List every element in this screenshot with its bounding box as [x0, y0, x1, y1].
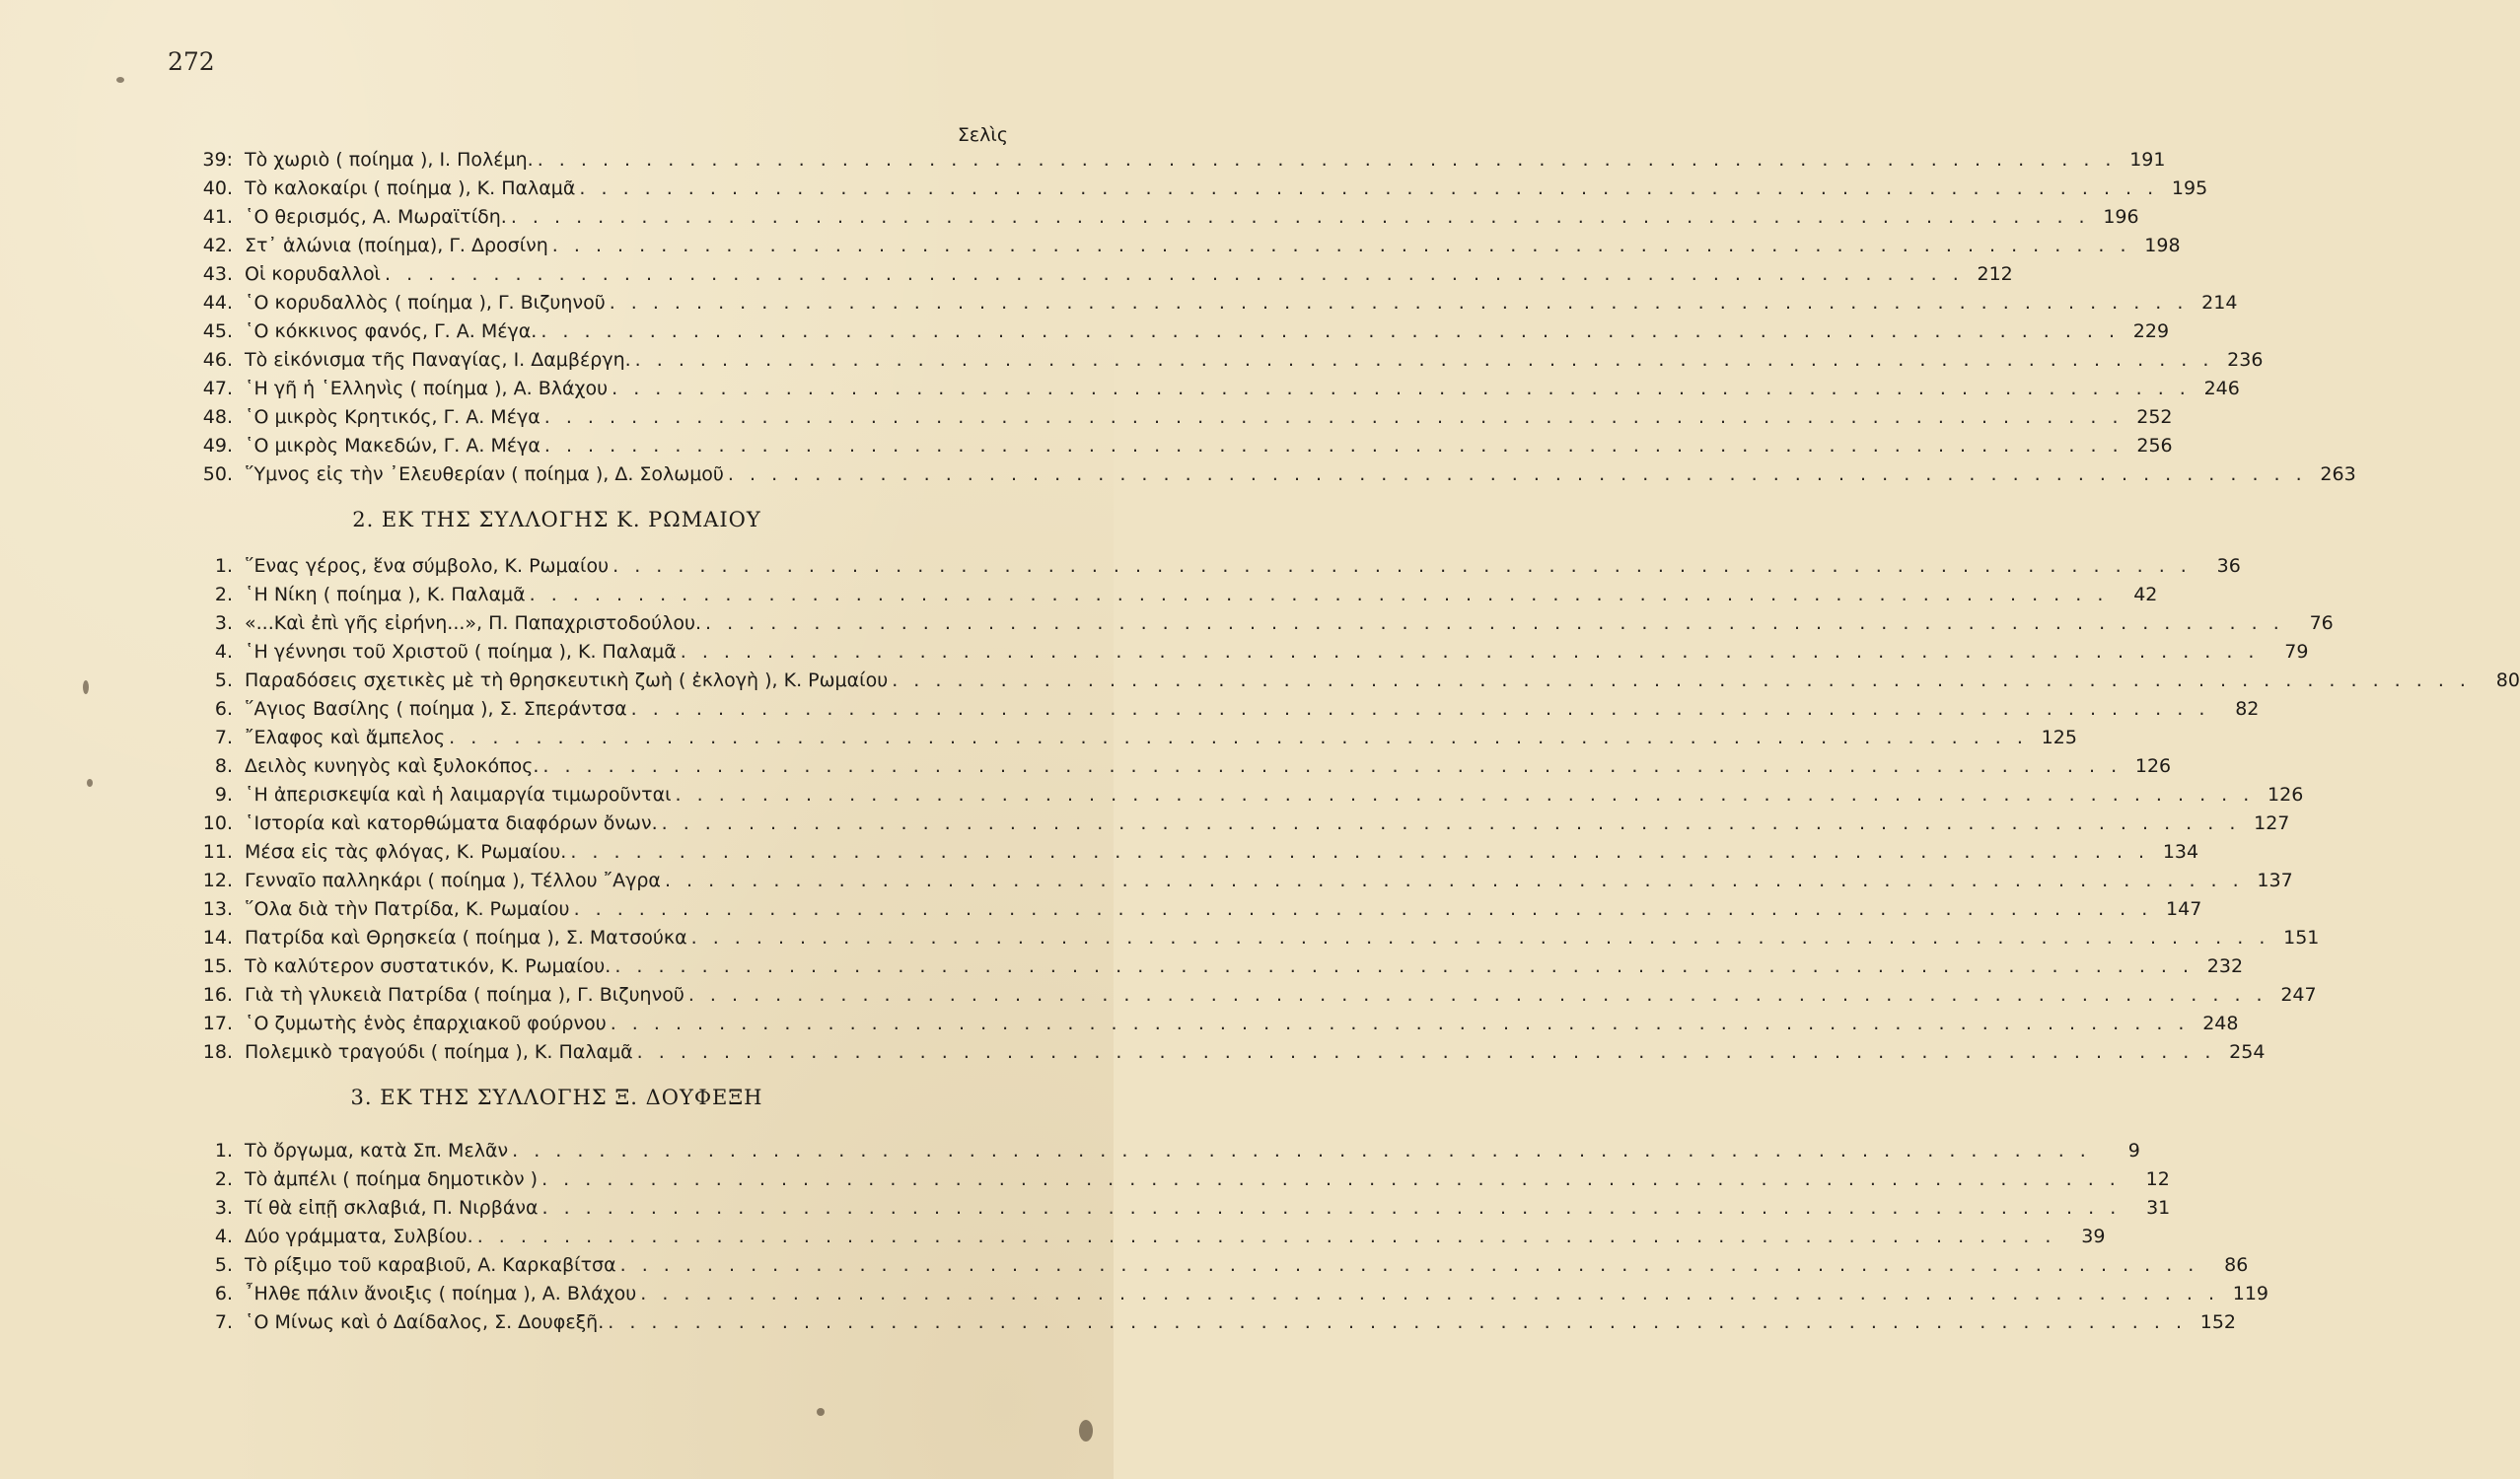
toc-entry: [185, 724, 2077, 752]
leader-dots: . . . . . . . . . . . . . . . . . . . . . . . . . . . . . . . . . . . . . . . . . . . . . . . . . . . . . . . . . . . . . . . . . . . . . . . . .: [610, 1013, 2190, 1034]
toc-entry: [185, 1165, 2170, 1194]
entry-title: «...Καὶ ἐπὶ γῆς εἰρήνη...», Π. Παπαχριστοδούλου.: [245, 612, 701, 634]
entry-page: 263: [2320, 463, 2356, 485]
leader-dots: . . . . . . . . . . . . . . . . . . . . . . . . . . . . . . . . . . . . . . . . . . . . . . . . . . . . . . . . . . . . . . . . . . . . . . . . .: [385, 263, 1964, 285]
leader-dots: . . . . . . . . . . . . . . . . . . . . . . . . . . . . . . . . . . . . . . . . . . . . . . . . . . . . . . . . . . . . . . . . . . . . . . . . .: [543, 435, 2124, 457]
entry-page: 151: [2283, 927, 2320, 949]
entry-title: ῾Ο Μίνως καὶ ὁ Δαίδαλος, Σ. Δουφεξῆ.: [245, 1311, 605, 1333]
leader-dots: . . . . . . . . . . . . . . . . . . . . . . . . . . . . . . . . . . . . . . . . . . . . . . . . . . . . . . . . . . . . . . . . . . . . . . . . .: [512, 1140, 2091, 1162]
toc-entry: [185, 1194, 2171, 1223]
leader-dots: . . . . . . . . . . . . . . . . . . . . . . . . . . . . . . . . . . . . . . . . . . . . . . . . . . . . . . . . . . . . . . . . . . . . . . . . .: [540, 320, 2121, 342]
toc-entry: [185, 838, 2199, 867]
entry-number: 15.: [202, 955, 233, 977]
entry-page: 86: [2224, 1254, 2249, 1276]
toc-entry: [185, 1137, 2140, 1165]
entry-title: ῾Η γέννησι τοῦ Χριστοῦ ( ποίημα ), Κ. Παλαμᾶ: [245, 641, 677, 663]
entry-title: Τὸ ρίξιμο τοῦ καραβιοῦ, Α. Καρκαβίτσα: [245, 1254, 616, 1276]
toc-entry: [185, 609, 2334, 638]
entry-page: 152: [2199, 1311, 2237, 1333]
entry-title: Πατρίδα καὶ Θρησκεία ( ποίημα ), Σ. Ματσούκα: [245, 927, 687, 949]
toc-entry: [185, 581, 2158, 609]
toc-entry: [185, 1038, 2266, 1067]
ink-stain: [83, 680, 89, 694]
entry-number: 1.: [214, 1140, 233, 1162]
entry-number: 11.: [202, 841, 233, 863]
entry-page: 126: [2268, 784, 2304, 806]
entry-page: 119: [2232, 1283, 2269, 1304]
entry-page: 39: [2081, 1226, 2106, 1247]
entry-page: 127: [2254, 812, 2290, 834]
entry-title: Δειλὸς κυνηγὸς καὶ ξυλοκόπος.: [245, 755, 540, 777]
entry-number: 5.: [214, 1254, 233, 1276]
leader-dots: . . . . . . . . . . . . . . . . . . . . . . . . . . . . . . . . . . . . . . . . . . . . . . . . . . . . . . . . . . . . . . . . . . . . . . . . .: [630, 698, 2210, 720]
entry-title: ῾Ο μικρὸς Μακεδών, Γ. Α. Μέγα: [245, 435, 540, 457]
entry-number: 9.: [214, 784, 233, 806]
entry-number: 45.: [202, 320, 233, 342]
leader-dots: . . . . . . . . . . . . . . . . . . . . . . . . . . . . . . . . . . . . . . . . . . . . . . . . . . . . . . . . . . . . . . . . . . . . . . . . .: [541, 1197, 2122, 1219]
entry-page: 82: [2235, 698, 2260, 720]
entry-page: 198: [2144, 235, 2181, 256]
entry-number: 5.: [214, 669, 233, 691]
leader-dots: . . . . . . . . . . . . . . . . . . . . . . . . . . . . . . . . . . . . . . . . . . . . . . . . . . . . . . . . . . . . . . . . . . . . . . . . .: [634, 349, 2214, 371]
entry-title: ῾Η γῆ ἡ ῾Ελληνὶς ( ποίημα ), Α. Βλάχου: [245, 378, 609, 399]
toc-entry: [185, 1223, 2106, 1251]
entry-title: ῾Η ἀπερισκεψία καὶ ἡ λαιμαργία τιμωροῦνται: [245, 784, 672, 806]
entry-page: 236: [2227, 349, 2264, 371]
leader-dots: . . . . . . . . . . . . . . . . . . . . . . . . . . . . . . . . . . . . . . . . . . . . . . . . . . . . . . . . . . . . . . . . . . . . . . . . .: [892, 669, 2471, 691]
toc-entry: [185, 403, 2173, 432]
toc-entry: [185, 695, 2260, 724]
entry-page: 9: [2127, 1140, 2140, 1162]
entry-title: ῞Υμνος εἰς τὴν ᾿Ελευθερίαν ( ποίημα ), Δ. Σολωμοῦ: [245, 463, 724, 485]
entry-number: 17.: [202, 1013, 233, 1034]
entry-title: Τί θὰ εἰπῇ σκλαβιά, Π. Νιρβάνα: [245, 1197, 539, 1219]
entry-number: 7.: [214, 1311, 233, 1333]
entry-number: 2.: [214, 1168, 233, 1190]
toc-entry: [185, 175, 2208, 203]
leader-dots: . . . . . . . . . . . . . . . . . . . . . . . . . . . . . . . . . . . . . . . . . . . . . . . . . . . . . . . . . . . . . . . . . . . . . . . . .: [570, 841, 2150, 863]
toc-entry: [185, 317, 2170, 346]
entry-page: 137: [2257, 870, 2293, 891]
entry-title: ῾Ο κόκκινος φανός, Γ. Α. Μέγα.: [245, 320, 538, 342]
section-heading-3: 3. ΕΚ ΤΗΣ ΣΥΛΛΟΓΗΣ Ξ. ΔΟΥΦΕΞΗ: [350, 1086, 763, 1109]
entry-title: Τὸ χωριὸ ( ποίημα ), Ι. Πολέμη.: [245, 149, 534, 171]
toc-entry: [185, 895, 2202, 924]
entry-number: 48.: [202, 406, 233, 428]
entry-page: 80: [2495, 669, 2520, 691]
entry-title: Τὸ ἀμπέλι ( ποίημα δημοτικὸν ): [245, 1168, 539, 1190]
toc-entry: [185, 203, 2139, 232]
entry-page: 12: [2145, 1168, 2170, 1190]
entry-title: ῏Ηλθε πάλιν ἄνοιξις ( ποίημα ), Α. Βλάχου: [245, 1283, 637, 1304]
entry-title: Οἱ κορυδαλλοὶ: [245, 263, 381, 285]
entry-number: 3.: [214, 612, 233, 634]
leader-dots: . . . . . . . . . . . . . . . . . . . . . . . . . . . . . . . . . . . . . . . . . . . . . . . . . . . . . . . . . . . . . . . . . . . . . . . . .: [690, 927, 2270, 949]
entry-number: 7.: [214, 727, 233, 748]
ink-stain: [87, 779, 93, 787]
entry-number: 43.: [202, 263, 233, 285]
entry-title: Μέσα εἰς τὰς φλόγας, Κ. Ρωμαίου.: [245, 841, 567, 863]
leader-dots: . . . . . . . . . . . . . . . . . . . . . . . . . . . . . . . . . . . . . . . . . . . . . . . . . . . . . . . . . . . . . . . . . . . . . . . . .: [612, 378, 2191, 399]
entry-page: 196: [2103, 206, 2139, 228]
entry-title: ῾Ιστορία καὶ κατορθώματα διαφόρων ὄνων.: [245, 812, 658, 834]
entry-page: 36: [2216, 555, 2241, 577]
entry-number: 12.: [202, 870, 233, 891]
entry-number: 4.: [214, 1226, 233, 1247]
entry-number: 40.: [202, 177, 233, 199]
toc-entry: [185, 346, 2264, 375]
entry-number: 1.: [214, 555, 233, 577]
leader-dots: . . . . . . . . . . . . . . . . . . . . . . . . . . . . . . . . . . . . . . . . . . . . . . . . . . . . . . . . . . . . . . . . . . . . . . . . .: [727, 463, 2307, 485]
entry-number: 47.: [202, 378, 233, 399]
entry-page: 147: [2166, 898, 2202, 920]
ink-stain: [817, 1408, 825, 1416]
entry-page: 125: [2041, 727, 2077, 748]
toc-entry: [185, 810, 2290, 838]
toc-entry: [185, 232, 2181, 260]
toc-entry: [185, 638, 2309, 667]
leader-dots: . . . . . . . . . . . . . . . . . . . . . . . . . . . . . . . . . . . . . . . . . . . . . . . . . . . . . . . . . . . . . . . . . . . . . . . . .: [510, 206, 2090, 228]
leader-dots: . . . . . . . . . . . . . . . . . . . . . . . . . . . . . . . . . . . . . . . . . . . . . . . . . . . . . . . . . . . . . . . . . . . . . . . . .: [608, 1311, 2188, 1333]
leader-dots: . . . . . . . . . . . . . . . . . . . . . . . . . . . . . . . . . . . . . . . . . . . . . . . . . . . . . . . . . . . . . . . . . . . . . . . . .: [476, 1226, 2056, 1247]
entry-page: 42: [2133, 584, 2158, 605]
entry-number: 8.: [214, 755, 233, 777]
entry-page: 256: [2136, 435, 2173, 457]
toc-entry: [185, 460, 2356, 489]
entry-number: 44.: [202, 292, 233, 314]
entry-title: Τὸ καλοκαίρι ( ποίημα ), Κ. Παλαμᾶ: [245, 177, 576, 199]
entry-number: 6.: [214, 698, 233, 720]
toc-entry: [185, 260, 2013, 289]
entry-page: 229: [2132, 320, 2170, 342]
entry-page: 79: [2284, 641, 2309, 663]
leader-dots: . . . . . . . . . . . . . . . . . . . . . . . . . . . . . . . . . . . . . . . . . . . . . . . . . . . . . . . . . . . . . . . . . . . . . . . . .: [609, 292, 2189, 314]
toc-entry: [185, 981, 2317, 1010]
leader-dots: . . . . . . . . . . . . . . . . . . . . . . . . . . . . . . . . . . . . . . . . . . . . . . . . . . . . . . . . . . . . . . . . . . . . . . . . .: [542, 755, 2123, 777]
leader-dots: . . . . . . . . . . . . . . . . . . . . . . . . . . . . . . . . . . . . . . . . . . . . . . . . . . . . . . . . . . . . . . . . . . . . . . . . .: [687, 984, 2268, 1006]
entry-title: Παραδόσεις σχετικὲς μὲ τὴ θρησκευτικὴ ζωὴ ( ἐκλογὴ ), Κ. Ρωμαίου: [245, 669, 889, 691]
entry-title: Τὸ ὄργωμα, κατὰ Σπ. Μελᾶν: [245, 1140, 509, 1162]
leader-dots: . . . . . . . . . . . . . . . . . . . . . . . . . . . . . . . . . . . . . . . . . . . . . . . . . . . . . . . . . . . . . . . . . . . . . . . . .: [619, 1254, 2199, 1276]
entry-title: Γιὰ τὴ γλυκειὰ Πατρίδα ( ποίημα ), Γ. Βιζυηνοῦ: [245, 984, 684, 1006]
toc-entry: [185, 1308, 2237, 1337]
entry-title: ῾Ο θερισμός, Α. Μωραϊτίδη.: [245, 206, 507, 228]
ink-stain: [1079, 1420, 1093, 1442]
entry-title: ῾Η Νίκη ( ποίημα ), Κ. Παλαμᾶ: [245, 584, 526, 605]
toc-entry: [185, 1251, 2249, 1280]
leader-dots: . . . . . . . . . . . . . . . . . . . . . . . . . . . . . . . . . . . . . . . . . . . . . . . . . . . . . . . . . . . . . . . . . . . . . . . . .: [449, 727, 2028, 748]
entry-number: 13.: [202, 898, 233, 920]
entry-number: 39:: [202, 149, 233, 171]
leader-dots: . . . . . . . . . . . . . . . . . . . . . . . . . . . . . . . . . . . . . . . . . . . . . . . . . . . . . . . . . . . . . . . . . . . . . . . . .: [573, 898, 2153, 920]
entry-number: 50.: [202, 463, 233, 485]
leader-dots: . . . . . . . . . . . . . . . . . . . . . . . . . . . . . . . . . . . . . . . . . . . . . . . . . . . . . . . . . . . . . . . . . . . . . . . . .: [579, 177, 2159, 199]
entry-title: ῞Ολα διὰ τὴν Πατρίδα, Κ. Ρωμαίου: [245, 898, 570, 920]
entry-number: 14.: [202, 927, 233, 949]
toc-entry: [185, 867, 2293, 895]
toc-entry: [185, 752, 2172, 781]
toc-entry: [185, 924, 2320, 952]
leader-dots: . . . . . . . . . . . . . . . . . . . . . . . . . . . . . . . . . . . . . . . . . . . . . . . . . . . . . . . . . . . . . . . . . . . . . . . . .: [675, 784, 2255, 806]
leader-dots: . . . . . . . . . . . . . . . . . . . . . . . . . . . . . . . . . . . . . . . . . . . . . . . . . . . . . . . . . . . . . . . . . . . . . . . . .: [612, 555, 2192, 577]
leader-dots: . . . . . . . . . . . . . . . . . . . . . . . . . . . . . . . . . . . . . . . . . . . . . . . . . . . . . . . . . . . . . . . . . . . . . . . . .: [661, 812, 2241, 834]
entry-number: 49.: [202, 435, 233, 457]
ink-stain: [116, 77, 124, 83]
toc-entry: [185, 552, 2241, 581]
entry-page: 252: [2136, 406, 2173, 428]
entry-page: 31: [2146, 1197, 2171, 1219]
entry-number: 42.: [202, 235, 233, 256]
entry-number: 6.: [214, 1283, 233, 1304]
leader-dots: . . . . . . . . . . . . . . . . . . . . . . . . . . . . . . . . . . . . . . . . . . . . . . . . . . . . . . . . . . . . . . . . . . . . . . . . .: [541, 1168, 2121, 1190]
entry-title: ῾Ο ζυμωτὴς ἑνὸς ἐπαρχιακοῦ φούρνου: [245, 1013, 607, 1034]
toc-entry: [185, 1280, 2269, 1308]
entry-number: 46.: [202, 349, 233, 371]
toc-entry: [185, 375, 2240, 403]
entry-title: ῎Ελαφος καὶ ἄμπελος: [245, 727, 446, 748]
leader-dots: . . . . . . . . . . . . . . . . . . . . . . . . . . . . . . . . . . . . . . . . . . . . . . . . . . . . . . . . . . . . . . . . . . . . . . . . .: [614, 955, 2195, 977]
entry-title: Πολεμικὸ τραγούδι ( ποίημα ), Κ. Παλαμᾶ: [245, 1041, 633, 1063]
entry-page: 232: [2206, 955, 2244, 977]
leader-dots: . . . . . . . . . . . . . . . . . . . . . . . . . . . . . . . . . . . . . . . . . . . . . . . . . . . . . . . . . . . . . . . . . . . . . . . . .: [705, 612, 2284, 634]
toc-entry: [185, 781, 2304, 810]
section-heading-2: 2. ΕΚ ΤΗΣ ΣΥΛΛΟΓΗΣ Κ. ΡΩΜΑΙΟΥ: [352, 508, 761, 531]
entry-page: 254: [2229, 1041, 2266, 1063]
entry-page: 191: [2129, 149, 2166, 171]
entry-page: 195: [2171, 177, 2208, 199]
entry-page: 76: [2309, 612, 2334, 634]
entry-page: 126: [2134, 755, 2172, 777]
leader-dots: . . . . . . . . . . . . . . . . . . . . . . . . . . . . . . . . . . . . . . . . . . . . . . . . . . . . . . . . . . . . . . . . . . . . . . . . .: [537, 149, 2117, 171]
entry-title: Στ᾽ ἁλώνια (ποίημα), Γ. Δροσίνη: [245, 235, 548, 256]
entry-number: 3.: [214, 1197, 233, 1219]
entry-title: Δύο γράμματα, Συλβίου.: [245, 1226, 473, 1247]
entry-title: Τὸ εἰκόνισμα τῆς Παναγίας, Ι. Δαμβέργη.: [245, 349, 631, 371]
entry-title: Τὸ καλύτερον συστατικόν, Κ. Ρωμαίου.: [245, 955, 612, 977]
leader-dots: . . . . . . . . . . . . . . . . . . . . . . . . . . . . . . . . . . . . . . . . . . . . . . . . . . . . . . . . . . . . . . . . . . . . . . . . .: [636, 1041, 2216, 1063]
entry-page: 214: [2201, 292, 2238, 314]
leader-dots: . . . . . . . . . . . . . . . . . . . . . . . . . . . . . . . . . . . . . . . . . . . . . . . . . . . . . . . . . . . . . . . . . . . . . . . . .: [640, 1283, 2220, 1304]
entry-page: 246: [2203, 378, 2240, 399]
entry-number: 16.: [202, 984, 233, 1006]
toc-entry: [185, 952, 2244, 981]
pages-column-label: Σελὶς: [957, 124, 1008, 146]
entry-number: 41.: [202, 206, 233, 228]
entry-number: 10.: [202, 812, 233, 834]
entry-number: 4.: [214, 641, 233, 663]
entry-title: ῾Ο κορυδαλλὸς ( ποίημα ), Γ. Βιζυηνοῦ: [245, 292, 606, 314]
toc-entry: [185, 667, 2520, 695]
toc-entry: [185, 289, 2238, 317]
toc-entry: [185, 432, 2173, 460]
leader-dots: . . . . . . . . . . . . . . . . . . . . . . . . . . . . . . . . . . . . . . . . . . . . . . . . . . . . . . . . . . . . . . . . . . . . . . . . .: [543, 406, 2124, 428]
toc-entry: [185, 146, 2166, 175]
leader-dots: . . . . . . . . . . . . . . . . . . . . . . . . . . . . . . . . . . . . . . . . . . . . . . . . . . . . . . . . . . . . . . . . . . . . . . . . .: [529, 584, 2109, 605]
entry-number: 2.: [214, 584, 233, 605]
leader-dots: . . . . . . . . . . . . . . . . . . . . . . . . . . . . . . . . . . . . . . . . . . . . . . . . . . . . . . . . . . . . . . . . . . . . . . . . .: [680, 641, 2260, 663]
entry-title: ῾Ο μικρὸς Κρητικός, Γ. Α. Μέγα: [245, 406, 540, 428]
toc-entry: [185, 1010, 2239, 1038]
entry-page: 134: [2162, 841, 2199, 863]
entry-title: Γενναῖο παλληκάρι ( ποίημα ), Τέλλου ῎Αγρα: [245, 870, 661, 891]
entry-title: ῞Ενας γέρος, ἕνα σύμβολο, Κ. Ρωμαίου: [245, 555, 610, 577]
leader-dots: . . . . . . . . . . . . . . . . . . . . . . . . . . . . . . . . . . . . . . . . . . . . . . . . . . . . . . . . . . . . . . . . . . . . . . . . .: [551, 235, 2131, 256]
entry-page: 248: [2202, 1013, 2239, 1034]
entry-title: ῞Αγιος Βασίλης ( ποίημα ), Σ. Σπεράντσα: [245, 698, 627, 720]
entry-page: 212: [1977, 263, 2013, 285]
entry-number: 18.: [202, 1041, 233, 1063]
leader-dots: . . . . . . . . . . . . . . . . . . . . . . . . . . . . . . . . . . . . . . . . . . . . . . . . . . . . . . . . . . . . . . . . . . . . . . . . .: [664, 870, 2244, 891]
page-number: 272: [168, 47, 215, 76]
entry-page: 247: [2280, 984, 2317, 1006]
